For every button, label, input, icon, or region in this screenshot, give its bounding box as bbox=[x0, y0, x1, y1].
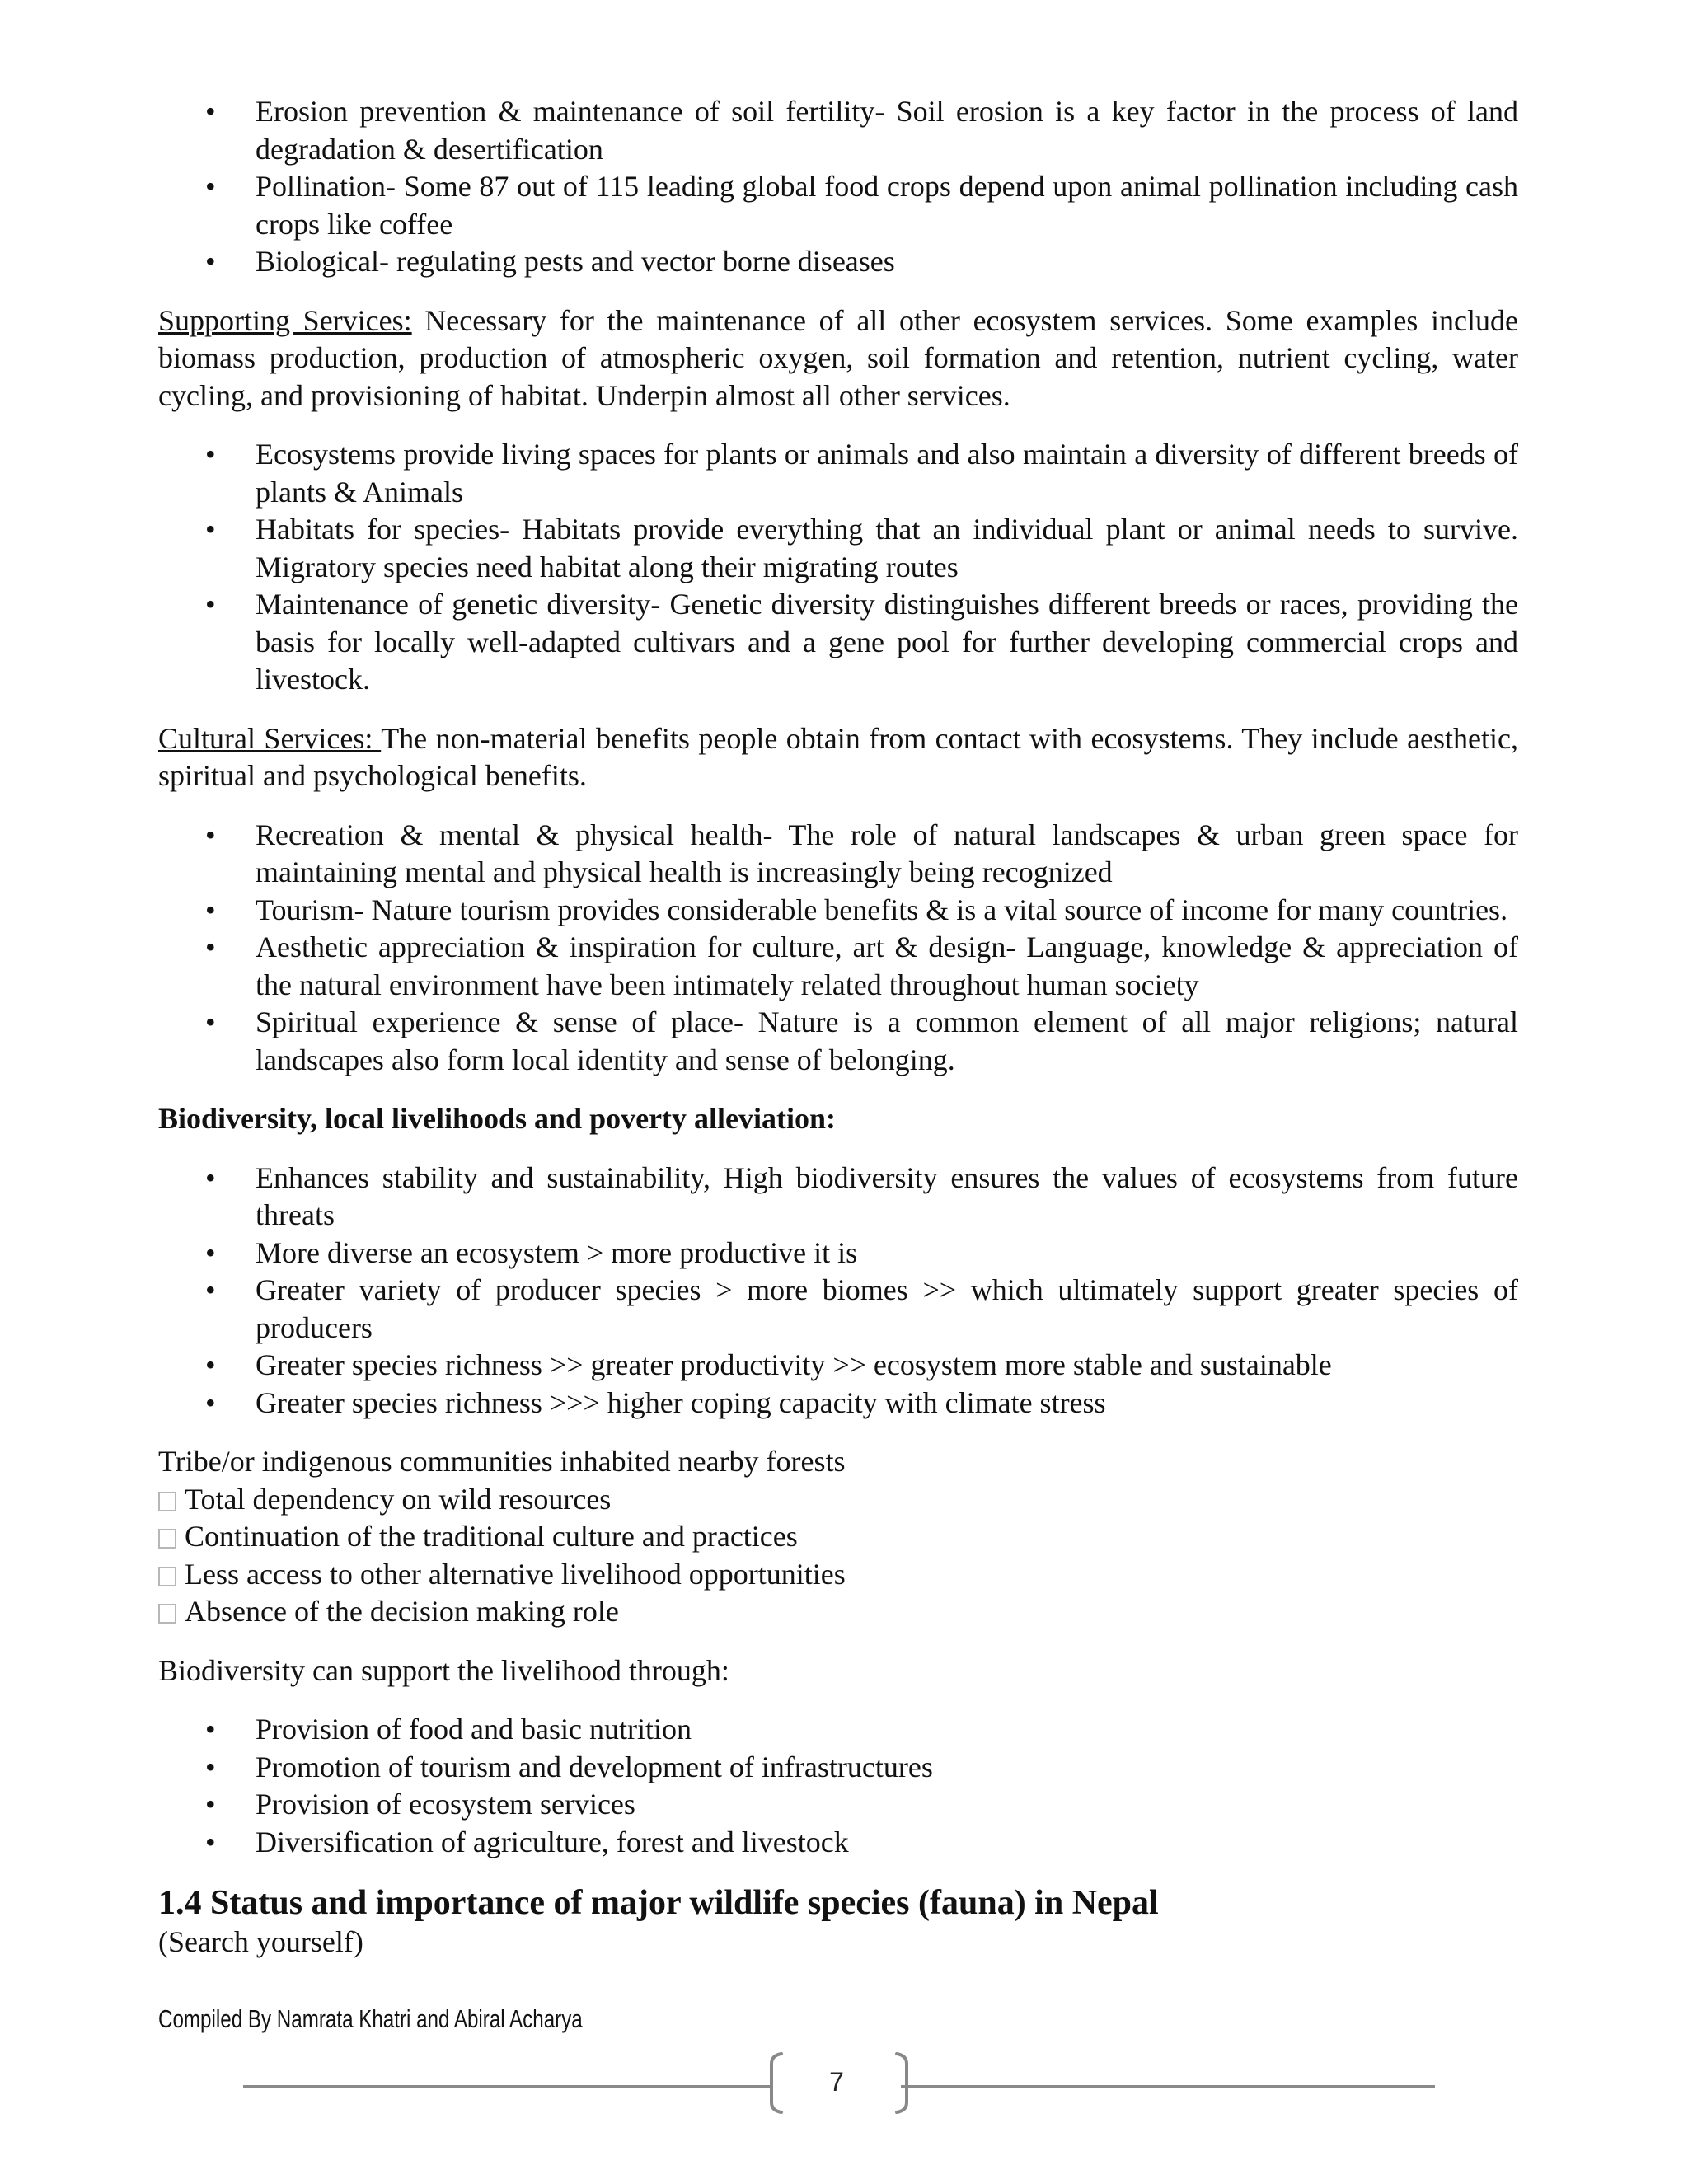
list-item: • Aesthetic appreciation & inspiration for culture, art & design- Language, knowledge & appreciation of the natural environment have been intimately related throughout human society bbox=[158, 929, 1518, 1004]
list-item: • Provision of ecosystem services bbox=[158, 1786, 1518, 1824]
checkbox-glyph-icon bbox=[158, 1529, 176, 1549]
list-item: • Biological- regulating pests and vector borne diseases bbox=[158, 243, 1518, 281]
checklist-item-text: Total dependency on wild resources bbox=[185, 1482, 612, 1516]
list-item: • Greater species richness >>> higher coping capacity with climate stress bbox=[158, 1385, 1518, 1422]
list-item: • Diversification of agriculture, forest and livestock bbox=[158, 1824, 1518, 1862]
checkbox-glyph-icon bbox=[158, 1567, 176, 1586]
tribe-intro: Tribe/or indigenous communities inhabited nearby forests bbox=[158, 1445, 846, 1478]
footer-rule-left bbox=[243, 2085, 771, 2088]
section-title: 1.4 Status and importance of major wildlife species (fauna) in Nepal bbox=[158, 1884, 1159, 1922]
checkbox-glyph-icon bbox=[158, 1604, 176, 1624]
list-item: • Tourism- Nature tourism provides considerable benefits & is a vital source of income for many countries. bbox=[158, 892, 1518, 930]
list-item: • More diverse an ecosystem > more productive it is bbox=[158, 1235, 1518, 1272]
list-item: • Greater species richness >> greater productivity >> ecosystem more stable and sustainable bbox=[158, 1347, 1518, 1385]
checklist-item bbox=[158, 1518, 1518, 1556]
supporting-services-paragraph bbox=[158, 302, 1518, 415]
checklist-item-text: Continuation of the traditional culture and practices bbox=[185, 1520, 798, 1553]
checklist-item bbox=[158, 1593, 1518, 1631]
checkbox-glyph-icon bbox=[158, 1492, 176, 1511]
left-bracket-icon bbox=[768, 2052, 783, 2114]
tribe-checklist bbox=[158, 1443, 1518, 1631]
list-item: • Recreation & mental & physical health- The role of natural landscapes & urban green space for maintaining mental and physical health is increasingly being recognized bbox=[158, 817, 1518, 892]
list-item: • Enhances stability and sustainability, High biodiversity ensures the values of ecosystems from future threats bbox=[158, 1160, 1518, 1235]
list-item: • Greater variety of producer species > more biomes >> which ultimately support greater species of producers bbox=[158, 1272, 1518, 1347]
cultural-services-paragraph bbox=[158, 720, 1518, 795]
page-content bbox=[158, 93, 1518, 1961]
biodiversity-heading: Biodiversity, local livelihoods and poverty alleviation: bbox=[158, 1102, 837, 1135]
supporting-services-list bbox=[158, 436, 1518, 699]
list-item: • Habitats for species- Habitats provide everything that an individual plant or animal needs to survive. Migratory species need habitat along their migrating routes bbox=[158, 511, 1518, 586]
checklist-item bbox=[158, 1481, 1518, 1519]
list-item: • Erosion prevention & maintenance of soil fertility- Soil erosion is a key factor in the process of land degradation & desertification bbox=[158, 93, 1518, 168]
checklist-item-text: Absence of the decision making role bbox=[185, 1595, 619, 1628]
list-item: • Spiritual experience & sense of place- Nature is a common element of all major religions; natural landscapes also form local identity and sense of belonging. bbox=[158, 1004, 1518, 1079]
list-item: • Pollination- Some 87 out of 115 leading global food crops depend upon animal pollination including cash crops like coffee bbox=[158, 168, 1518, 243]
supporting-services-text: Necessary for the maintenance of all other ecosystem services. Some examples include biomass production, production of atmospheric oxygen, soil formation and retention, nutrient cycling, water cycling, and provisioning of habitat. Underpin almost all other services. bbox=[158, 303, 1519, 412]
cultural-services-text: The non-material benefits people obtain from contact with ecosystems. They include aesthetic, spiritual and psychological benefits. bbox=[158, 721, 1518, 792]
list-item: • Promotion of tourism and development of infrastructures bbox=[158, 1749, 1518, 1787]
checklist-item-text: Less access to other alternative livelihood opportunities bbox=[185, 1557, 846, 1591]
section-note: (Search yourself) bbox=[158, 1925, 363, 1958]
cultural-services-heading: Cultural Services: bbox=[158, 721, 382, 755]
biodiversity-list bbox=[158, 1160, 1518, 1422]
supporting-services-heading: Supporting Services: bbox=[158, 303, 412, 337]
page-number: 7 bbox=[829, 2067, 844, 2097]
list-item: • Provision of food and basic nutrition bbox=[158, 1711, 1518, 1749]
list-item: • Maintenance of genetic diversity- Genetic diversity distinguishes different breeds or races, providing the basis for locally well-adapted cultivars and a gene pool for further developing commercial crops and livestock. bbox=[158, 586, 1518, 699]
footer-rule-right bbox=[901, 2085, 1435, 2088]
list-item: • Ecosystems provide living spaces for plants or animals and also maintain a diversity of different breeds of plants & Animals bbox=[158, 436, 1518, 511]
cultural-services-list bbox=[158, 817, 1518, 1080]
intro-list bbox=[158, 93, 1518, 281]
livelihood-list bbox=[158, 1711, 1518, 1861]
right-bracket-icon bbox=[895, 2052, 910, 2114]
livelihood-intro: Biodiversity can support the livelihood through: bbox=[158, 1653, 729, 1687]
checklist-item bbox=[158, 1556, 1518, 1594]
footer-credit: Compiled By Namrata Khatri and Abiral Acharya bbox=[158, 2004, 583, 2033]
